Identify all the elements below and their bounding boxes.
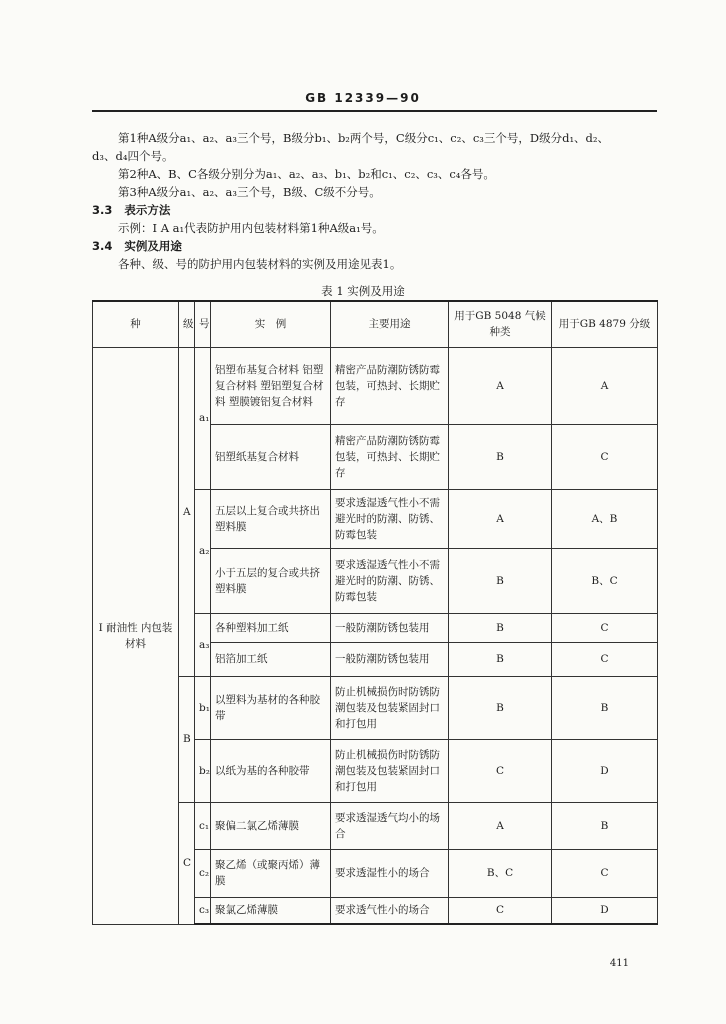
gb5048-cell: C — [449, 739, 552, 802]
gb5048-cell: C — [449, 897, 552, 924]
gb5048-cell: B — [449, 676, 552, 739]
section-3-3-heading — [92, 202, 170, 218]
paragraph-kind3: 第3种A级分a₁、a₂、a₃三个号，B级、C级不分号。 — [118, 185, 381, 199]
example-line: 示例：Ⅰ A a₁代表防护用内包装材料第1种A级a₁号。 — [118, 221, 384, 235]
usage-cell: 防止机械损伤时防锈防潮包装及包装紧固封口和打包用 — [331, 739, 449, 802]
gb4879-cell: C — [552, 849, 658, 897]
section-number: 3.4 — [92, 239, 113, 253]
usage-cell: 防止机械损伤时防锈防潮包装及包装紧固封口和打包用 — [331, 676, 449, 739]
gb5048-cell: A — [449, 489, 552, 548]
example-cell: 五层以上复合或共挤出塑料膜 — [211, 489, 331, 548]
example-cell: 以纸为基的各种胶带 — [211, 739, 331, 802]
header-gb4879: 用于GB 4879 分级 — [552, 301, 658, 347]
gb5048-cell: A — [449, 802, 552, 849]
header-rule — [92, 110, 657, 112]
gb4879-cell: C — [552, 424, 658, 489]
usage-cell: 要求透湿透气均小的场合 — [331, 802, 449, 849]
example-cell: 各种塑料加工纸 — [211, 613, 331, 642]
page-number: 411 — [609, 958, 629, 969]
example-cell: 聚偏二氯乙烯薄膜 — [211, 802, 331, 849]
gb4879-cell: B — [552, 676, 658, 739]
number-cell-c1: c₁ — [195, 802, 211, 849]
example-cell: 以塑料为基材的各种胶带 — [211, 676, 331, 739]
gb4879-cell: D — [552, 897, 658, 924]
gb4879-cell: C — [552, 613, 658, 642]
gb5048-cell: B、C — [449, 849, 552, 897]
document-header: GB 12339—90 — [305, 91, 421, 105]
number-cell-b2: b₂ — [195, 739, 211, 802]
number-cell-a2: a₂ — [195, 489, 211, 613]
header-number: 号 — [195, 301, 211, 347]
grade-cell-c: C — [179, 802, 195, 924]
example-cell: 小于五层的复合或共挤塑料膜 — [211, 548, 331, 613]
usage-cell: 要求透气性小的场合 — [331, 897, 449, 924]
number-cell-a1: a₁ — [195, 347, 211, 489]
table-row — [93, 347, 658, 424]
usage-cell: 一般防潮防锈包装用 — [331, 613, 449, 642]
gb5048-cell: B — [449, 613, 552, 642]
header-usage: 主要用途 — [331, 301, 449, 347]
example-cell: 铝塑布基复合材料 铝塑复合材料 塑铝塑复合材料 塑膜镀铝复合材料 — [211, 347, 331, 424]
gb4879-cell: D — [552, 739, 658, 802]
usage-cell: 精密产品防潮防锈防霉包装，可热封、长期贮存 — [331, 424, 449, 489]
gb5048-cell: A — [449, 347, 552, 424]
header-gb5048: 用于GB 5048 气候种类 — [449, 301, 552, 347]
header-example: 实 例 — [211, 301, 331, 347]
example-cell: 聚乙烯（或聚丙烯）薄膜 — [211, 849, 331, 897]
usage-cell: 要求透湿性小的场合 — [331, 849, 449, 897]
header-grade: 级 — [179, 301, 195, 347]
gb4879-cell: B、C — [552, 548, 658, 613]
gb4879-cell: A、B — [552, 489, 658, 548]
number-cell-c3: c₃ — [195, 897, 211, 924]
section-title: 表示方法 — [124, 203, 171, 217]
section-number: 3.3 — [92, 203, 113, 217]
grade-cell-a: A — [179, 347, 195, 676]
gb4879-cell: B — [552, 802, 658, 849]
gb5048-cell: B — [449, 424, 552, 489]
table-header-row — [93, 301, 658, 347]
paragraph-kind1-line1: 第1种A级分a₁、a₂、a₃三个号，B级分b₁、b₂两个号，C级分c₁、c₂、c₃三个号，D级分d₁、d₂、 — [118, 131, 610, 145]
gb5048-cell: B — [449, 548, 552, 613]
usage-cell: 要求透湿透气性小不需避光时的防潮、防锈、防霉包装 — [331, 548, 449, 613]
paragraph-kind2: 第2种A、B、C各级分别分为a₁、a₂、a₃、b₁、b₂和c₁、c₂、c₃、c₄各号。 — [118, 167, 495, 181]
usage-cell: 一般防潮防锈包装用 — [331, 642, 449, 676]
gb4879-cell: A — [552, 347, 658, 424]
example-cell: 铝塑纸基复合材料 — [211, 424, 331, 489]
paragraph-kind1-line2: d₃、d₄四个号。 — [92, 149, 174, 163]
header-kind: 种 — [93, 301, 179, 347]
usage-cell: 要求透湿透气性小不需避光时的防潮、防锈、防霉包装 — [331, 489, 449, 548]
intro-line: 各种、级、号的防护用内包装材料的实例及用途见表1。 — [118, 257, 402, 271]
number-cell-a3: a₃ — [195, 613, 211, 676]
usage-table — [92, 300, 658, 925]
gb5048-cell: B — [449, 642, 552, 676]
example-cell: 铝箔加工纸 — [211, 642, 331, 676]
section-title: 实例及用途 — [124, 239, 182, 253]
table-caption: 表 1 实例及用途 — [321, 284, 405, 298]
grade-cell-b: B — [179, 676, 195, 802]
gb4879-cell: C — [552, 642, 658, 676]
kind-cell: Ⅰ 耐油性 内包装材料 — [93, 347, 179, 924]
example-cell: 聚氯乙烯薄膜 — [211, 897, 331, 924]
usage-cell: 精密产品防潮防锈防霉包装，可热封、长期贮存 — [331, 347, 449, 424]
number-cell-c2: c₂ — [195, 849, 211, 897]
number-cell-b1: b₁ — [195, 676, 211, 739]
section-3-4-heading — [92, 238, 182, 254]
